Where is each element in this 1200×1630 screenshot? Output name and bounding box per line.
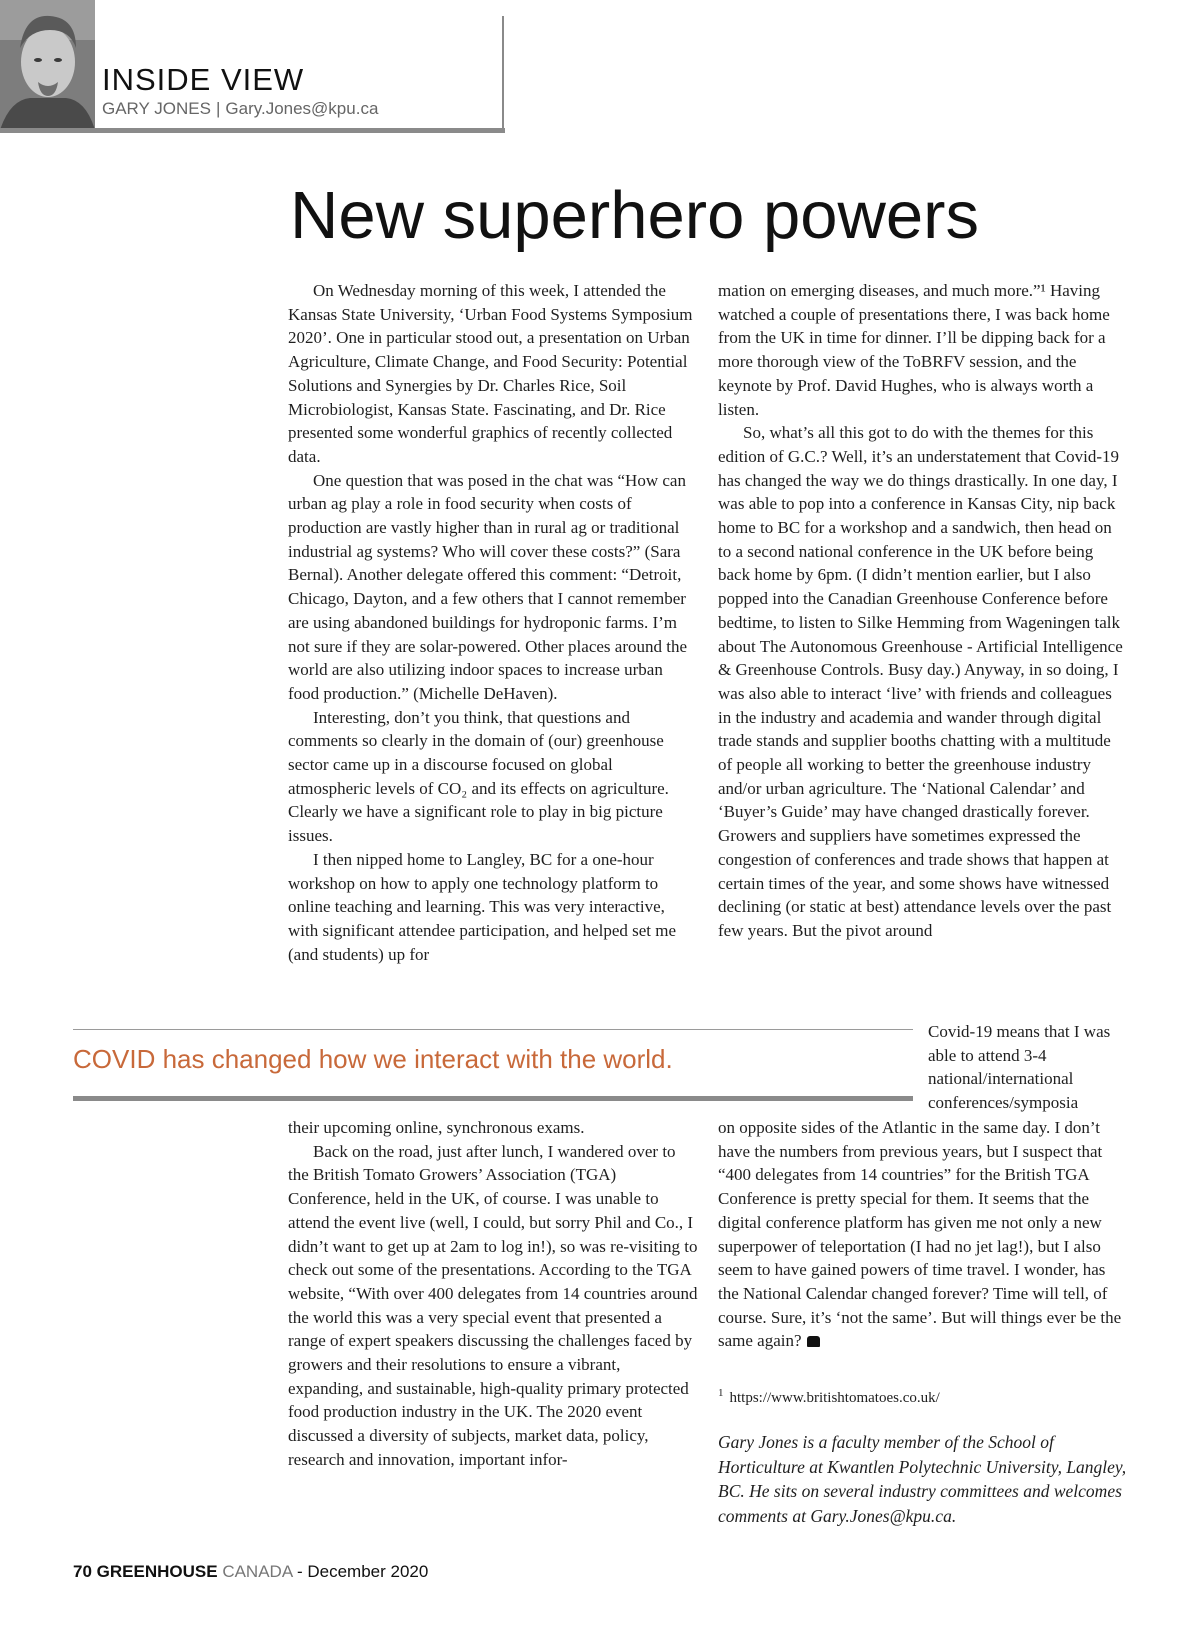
page-footer	[73, 1562, 428, 1582]
byline-separator: |	[215, 99, 221, 118]
paragraph	[718, 1116, 1128, 1353]
text-wrap-around-pullquote: Covid-19 means that I was able to attend 3-4 national/international conferences/symposia	[928, 1022, 1111, 1113]
issue-date: - December 2020	[296, 1562, 429, 1581]
author-email: Gary.Jones@kpu.ca	[225, 99, 379, 118]
article-title: New superhero powers	[290, 178, 979, 253]
footnote	[718, 1383, 940, 1408]
magazine-name: GREENHOUSE	[96, 1562, 218, 1581]
byline	[102, 100, 378, 117]
body-column-3	[288, 1116, 698, 1472]
closing-paragraph: on opposite sides of the Atlantic in the same day. I don’t have the numbers from previous years, but I suspect that “400 delegates from 14 countries” for the British TGA Conference is pretty special for them. It seems that the digital conference platform has given me not only a new superpower of teleportation (I had no jet lag!), but I also seem to have gained powers of time travel. I wonder, has the National Calendar changed forever? Time will tell, of course. Sure, it’s ‘not the same’. But will things ever be the same again?	[718, 1118, 1122, 1351]
author-name: GARY JONES	[102, 99, 211, 118]
paragraph: their upcoming online, synchronous exams.	[288, 1118, 585, 1137]
author-bio: Gary Jones is a faculty member of the School of Horticulture at Kwantlen Polytechnic University, Langley, BC. He sits on several industry committees and welcomes comments at Gary.Jones@kpu.ca.	[718, 1432, 1127, 1526]
body-column-1	[288, 279, 698, 966]
paragraph: Interesting, don’t you think, that questions and comments so clearly in the domain of (our) greenhouse sector came up in a discourse focused on global atmospheric levels of CO₂ and its effects on agriculture. Clearly we have a significant role to play in big picture issues.	[288, 707, 669, 846]
paragraph: On Wednesday morning of this week, I attended the Kansas State University, ‘Urban Food Systems Symposium 2020’. One in particular stood out, a presentation on Urban Agriculture, Climate Change, and Food Security: Potential Solutions and Synergies by Dr. Charles Rice, Soil Microbiologist, Kansas State. Fascinating, and Dr. Rice presented some wonderful graphics of recently collected data.	[288, 281, 693, 466]
pull-quote: COVID has changed how we interact with the world.	[73, 1044, 673, 1074]
footnote-mark: 1	[718, 1387, 724, 1399]
pullquote-rule-bottom	[73, 1096, 913, 1101]
body-column-2	[718, 279, 1128, 943]
pullquote-rule-top	[73, 1029, 913, 1030]
paragraph: So, what’s all this got to do with the themes for this edition of G.C.? Well, it’s an understatement that Covid-19 has changed the way we do things drastically. In one day, I was able to pop into a conference in Kansas City, nip back home to BC for a workshop and a sandwich, then head on to a second national conference in the UK before being back home by 6pm. (I didn’t mention earlier, but I also popped into the Canadian Greenhouse Conference before bedtime, to listen to Silke Hemming from Wageningen talk about The Autonomous Greenhouse - Artificial Intelligence & Greenhouse Controls. Busy day.) Anyway, in so doing, I was also able to interact ‘live’ with friends and colleagues in the industry and academia and wander through digital trade stands and supplier booths chatting with a multitude of people all working to better the greenhouse industry and/or urban agriculture. The ‘National Calendar’ and ‘Buyer’s Guide’ may have changed drastically forever. Growers and suppliers have sometimes expressed the congestion of conferences and trade shows that happen at certain times of the year, and some shows have witnessed declining (or static at best) attendance levels over the past few years. But the pivot around	[718, 423, 1123, 940]
magazine-name-suffix: CANADA	[222, 1562, 293, 1581]
paragraph: Back on the road, just after lunch, I wandered over to the British Tomato Growers’ Association (TGA) Conference, held in the UK, of course. I was unable to attend the event live (well, I could, but sorry Phil and Co., I didn’t want to get up at 2am to log in!), so was re-visiting to check out some of the presentations. According to the TGA website, “With over 400 delegates from 14 countries around the world this was a very special event that presented a range of expert speakers discussing the challenges faced by growers and their resolutions to ensure a vibrant, expanding, and sustainable, high-quality primary protected food production industry in the UK. The 2020 event discussed a diversity of subjects, market data, policy, research and innovation, important infor-	[288, 1141, 698, 1469]
paragraph: One question that was posed in the chat was “How can urban ag play a role in food security when costs of production are vastly higher than in rural ag or traditional industrial ag systems? Who will cover these costs?” (Sara Bernal). Another delegate offered this comment: “Detroit, Chicago, Dayton, and a few others that I cannot remember are using abandoned buildings for hydroponic farms. I’m not sure if they are solar-powered. Other places around the world are also utilizing indoor spaces to increase urban food production.” (Michelle DeHaven).	[288, 470, 688, 703]
gc-end-mark-icon	[807, 1336, 820, 1347]
footnote-url: https://www.britishtomatoes.co.uk/	[729, 1390, 940, 1406]
body-column-4	[718, 1116, 1128, 1353]
header-rule-vertical	[502, 16, 504, 130]
header-rule-horizontal	[0, 128, 505, 133]
paragraph: I then nipped home to Langley, BC for a one-hour workshop on how to apply one technology platform to online teaching and learning. This was very interactive, with significant attendee participation, and helped set me (and students) up for	[288, 849, 677, 964]
page-number: 70	[73, 1562, 92, 1581]
author-photo	[0, 0, 95, 130]
paragraph: mation on emerging diseases, and much more.”¹ Having watched a couple of presentations there, I was back home from the UK in time for dinner. I’ll be dipping back for a more thorough view of the ToBRFV session, and the keynote by Prof. David Hughes, who is always worth a listen.	[718, 281, 1110, 419]
column-name: INSIDE VIEW	[102, 62, 305, 97]
